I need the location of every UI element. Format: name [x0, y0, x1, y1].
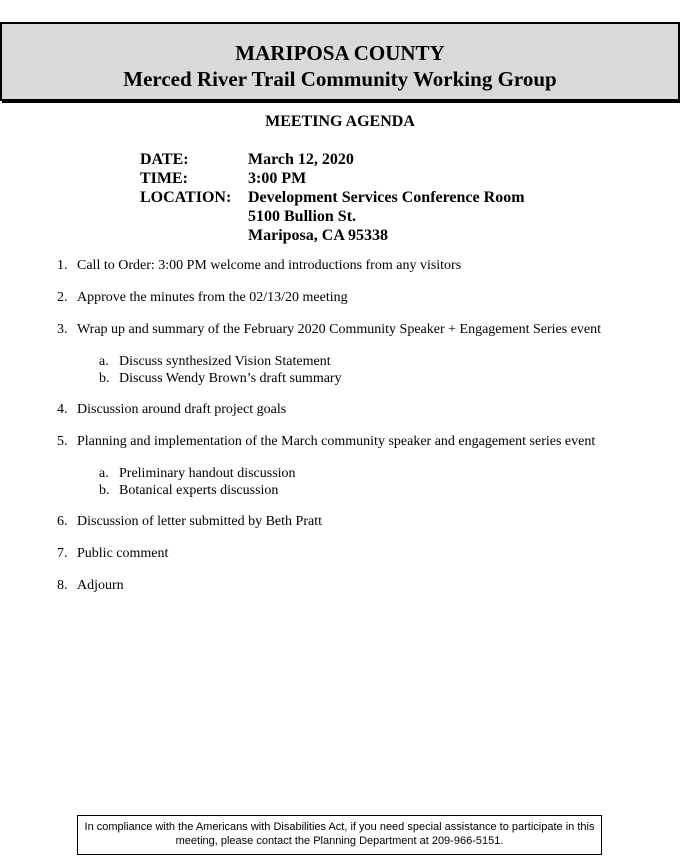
item-text: Public comment	[77, 546, 169, 561]
header-banner	[0, 22, 680, 101]
subitem-letter: a.	[99, 466, 109, 481]
subitem-letter: b.	[99, 483, 110, 498]
item-number: 3.	[57, 322, 68, 337]
time-value: 3:00 PM	[248, 170, 307, 187]
item-number: 5.	[57, 434, 68, 449]
ada-notice	[77, 815, 602, 855]
ada-notice-line-2: meeting, please contact the Planning Department at 209-966-5151.	[175, 835, 504, 847]
time-label: TIME:	[140, 170, 188, 187]
date-value: March 12, 2020	[248, 151, 354, 168]
item-number: 1.	[57, 258, 68, 273]
item-text: Wrap up and summary of the February 2020 Community Speaker + Engagement Series event	[77, 322, 602, 337]
item-number: 2.	[57, 290, 68, 305]
ada-notice-line-1: In compliance with the Americans with Disabilities Act, if you need special assistance to participate in this	[84, 821, 595, 833]
group-title: Merced River Trail Community Working Group	[123, 67, 557, 91]
county-title: MARIPOSA COUNTY	[235, 41, 445, 65]
subitem-text: Botanical experts discussion	[119, 483, 279, 498]
date-label: DATE:	[140, 151, 189, 168]
item-number: 7.	[57, 546, 68, 561]
location-line-2: 5100 Bullion St.	[248, 208, 357, 225]
item-number: 6.	[57, 514, 68, 529]
item-number: 8.	[57, 578, 68, 593]
item-text: Discussion of letter submitted by Beth Pratt	[77, 514, 322, 529]
subitem-text: Discuss Wendy Brown’s draft summary	[119, 371, 342, 386]
location-line-1: Development Services Conference Room	[248, 189, 525, 206]
page-title: MEETING AGENDA	[265, 113, 415, 130]
item-text: Approve the minutes from the 02/13/20 meeting	[77, 290, 348, 305]
location-line-3: Mariposa, CA 95338	[248, 227, 388, 244]
location-label: LOCATION:	[140, 189, 232, 206]
item-text: Adjourn	[77, 578, 124, 593]
item-text: Call to Order: 3:00 PM welcome and introductions from any visitors	[77, 258, 462, 273]
item-number: 4.	[57, 402, 68, 417]
subitem-text: Discuss synthesized Vision Statement	[119, 354, 331, 369]
item-text: Planning and implementation of the March community speaker and engagement series event	[77, 434, 596, 449]
subitem-text: Preliminary handout discussion	[119, 466, 296, 481]
item-text: Discussion around draft project goals	[77, 402, 287, 417]
subitem-letter: a.	[99, 354, 109, 369]
subitem-letter: b.	[99, 371, 110, 386]
